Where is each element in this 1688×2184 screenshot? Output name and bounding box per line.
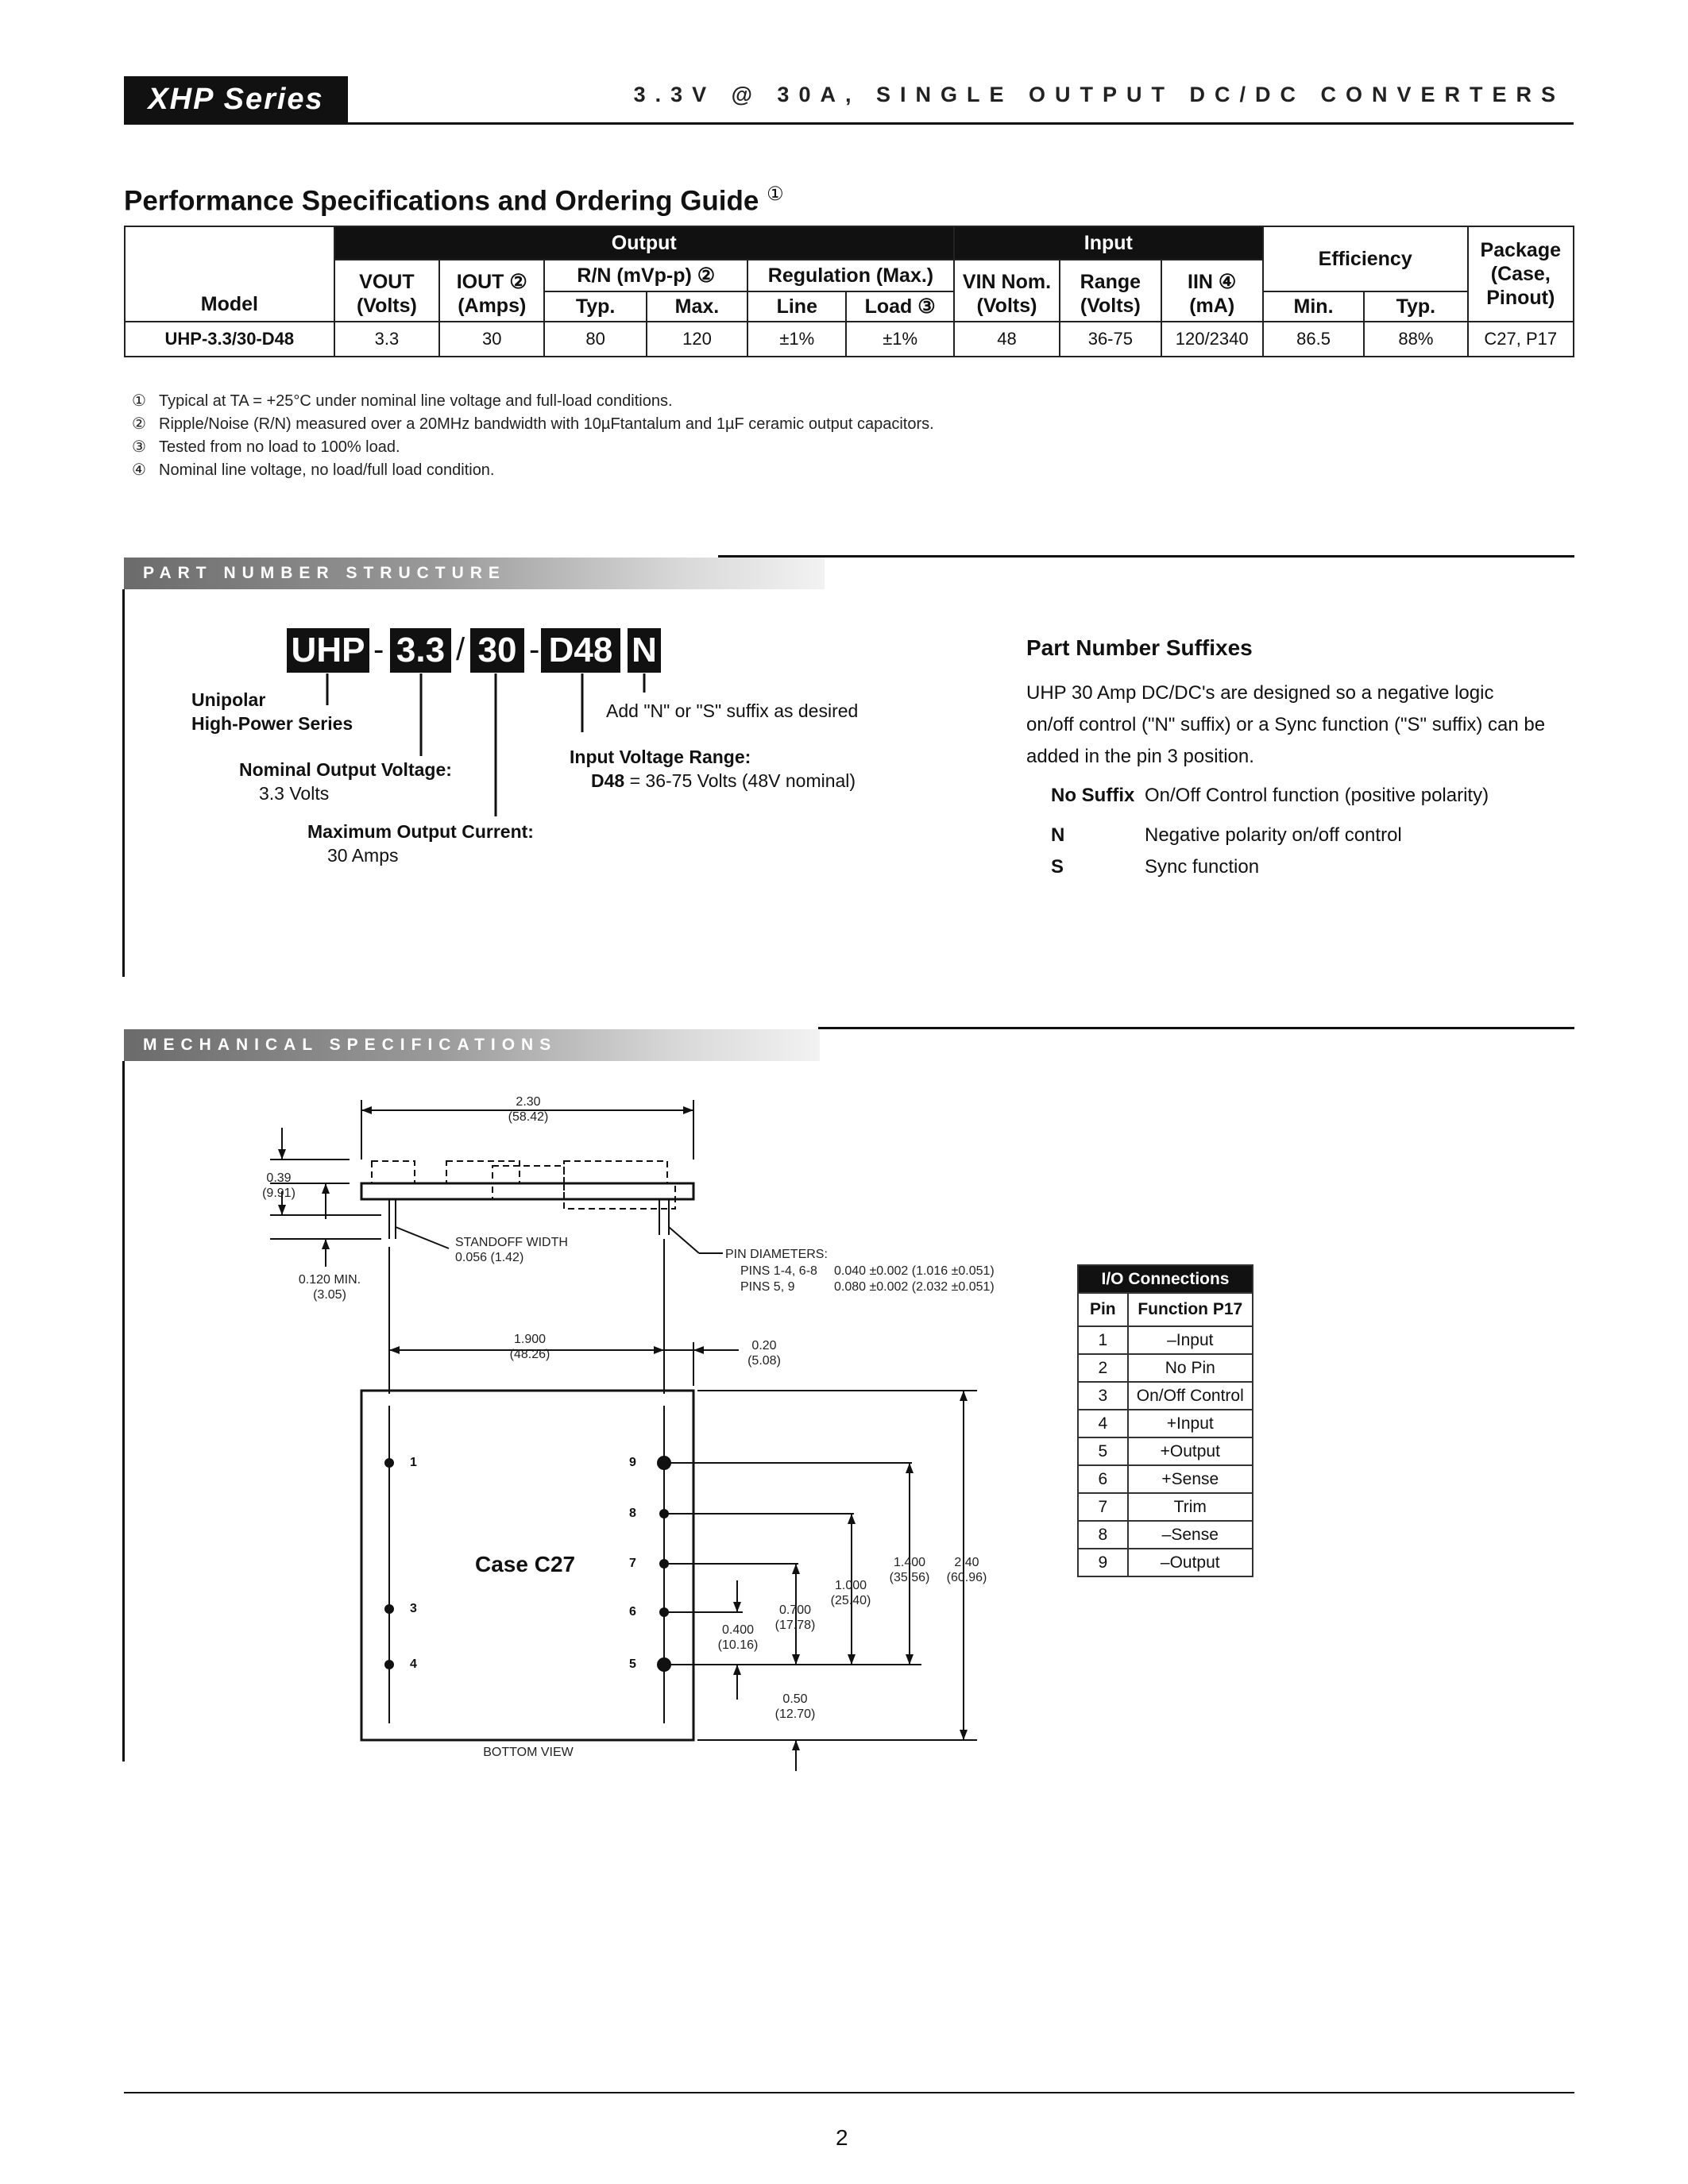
footnote-2: ② Ripple/Noise (R/N) measured over a 20MHz bandwidth with 10µFtantalum and 1µF ceramic output capacitors. <box>132 415 934 433</box>
pin-label: 6 <box>629 1605 636 1619</box>
dim-1000: 1.000 (25.40) <box>830 1579 871 1607</box>
performance-heading-text: Performance Specifications and Ordering Guide <box>124 185 759 217</box>
suffix-desc-none: On/Off Control function (positive polarity) <box>1145 785 1489 806</box>
dim-width: 2.30 (58.42) <box>508 1095 549 1124</box>
dim-pin-diameter-1-value: 0.040 ±0.002 (1.016 ±0.051) <box>834 1264 995 1278</box>
suffix-desc-s: Sync function <box>1145 856 1260 878</box>
col-model: Model <box>125 226 334 322</box>
table-row: 1 –Input <box>1078 1326 1253 1354</box>
dim-pin-span: 1.900 (48.26) <box>509 1333 550 1361</box>
col-efficiency: Efficiency <box>1263 226 1468 291</box>
label-unipolar: Unipolar <box>191 689 266 710</box>
suffix-desc-n: Negative polarity on/off control <box>1145 824 1402 846</box>
cell-vout: 3.3 <box>334 322 439 357</box>
pn-box-current: 30 <box>470 628 524 673</box>
col-vin: VIN Nom. (Volts) <box>954 260 1060 322</box>
section-part-number: PART NUMBER STRUCTURE <box>124 558 825 589</box>
cell-eff-min: 86.5 <box>1263 322 1364 357</box>
cell-line: ±1% <box>747 322 846 357</box>
cell-rn-max: 120 <box>647 322 747 357</box>
cell-model: UHP-3.3/30-D48 <box>125 322 334 357</box>
col-iin: IIN ④ (mA) <box>1161 260 1263 322</box>
cell-range: 36-75 <box>1060 322 1161 357</box>
pn-box-voltage: 3.3 <box>390 628 451 673</box>
table-row: 2 No Pin <box>1078 1354 1253 1382</box>
table-row: 3 On/Off Control <box>1078 1382 1253 1410</box>
cell-eff-typ: 88% <box>1364 322 1467 357</box>
pn-box-suffix: N <box>628 628 661 673</box>
col-rn-max: Max. <box>647 291 747 322</box>
label-nominal-voltage: Nominal Output Voltage: <box>239 759 452 780</box>
table-row: 7 Trim <box>1078 1493 1253 1521</box>
table-row: 9 –Output <box>1078 1549 1253 1576</box>
cell-package: C27, P17 <box>1468 322 1574 357</box>
page-number: 2 <box>836 2125 848 2150</box>
label-high-power: High-Power Series <box>191 713 353 734</box>
pn-box-input: D48 <box>541 628 620 673</box>
col-eff-min: Min. <box>1263 291 1364 322</box>
suffix-code-s: S <box>1051 856 1064 878</box>
io-title: I/O Connections <box>1078 1265 1253 1293</box>
footnote-3: ③ Tested from no load to 100% load. <box>132 438 400 456</box>
footer-rule <box>124 2092 1574 2093</box>
pn-sep: - <box>529 632 540 667</box>
dim-0700: 0.700 (17.78) <box>774 1603 816 1632</box>
pn-box-uhp: UHP <box>287 628 369 673</box>
header-title: 3.3V @ 30A, SINGLE OUTPUT DC/DC CONVERTERS <box>633 83 1565 106</box>
suffix-line-1: UHP 30 Amp DC/DC's are designed so a negative logic <box>1026 682 1494 704</box>
col-rn: R/N (mVp-p) ② <box>544 260 747 291</box>
cell-iout: 30 <box>439 322 544 357</box>
dim-1400: 1.400 (35.56) <box>889 1556 930 1584</box>
group-output: Output <box>334 226 954 260</box>
suffix-line-2: on/off control ("N" suffix) or a Sync function ("S" suffix) can be <box>1026 714 1546 735</box>
col-reg-load: Load ③ <box>846 291 953 322</box>
pin-label: 7 <box>629 1557 636 1570</box>
col-vout: VOUT (Volts) <box>334 260 439 322</box>
suffix-heading: Part Number Suffixes <box>1026 635 1253 660</box>
label-max-current: Maximum Output Current: <box>307 821 534 842</box>
col-regulation: Regulation (Max.) <box>747 260 954 291</box>
series-badge: XHP Series <box>124 76 348 122</box>
group-input: Input <box>954 226 1263 260</box>
suffix-code-n: N <box>1051 824 1065 846</box>
col-range: Range (Volts) <box>1060 260 1161 322</box>
io-col-pin: Pin <box>1078 1293 1128 1326</box>
cell-rn-typ: 80 <box>544 322 646 357</box>
dim-pin-diameter-1: PINS 1-4, 6-8 <box>740 1264 817 1278</box>
table-row: 6 +Sense <box>1078 1465 1253 1493</box>
table-row: 4 +Input <box>1078 1410 1253 1437</box>
pin-label: 5 <box>629 1657 636 1671</box>
table-row: 8 –Sense <box>1078 1521 1253 1549</box>
dim-edge: 0.20 (5.08) <box>747 1339 781 1368</box>
col-package: Package (Case, Pinout) <box>1468 226 1574 322</box>
dim-pin-diameter-2: PINS 5, 9 <box>740 1280 795 1294</box>
footnote-4: ④ Nominal line voltage, no load/full load condition. <box>132 461 495 479</box>
value-max-current: 30 Amps <box>327 845 399 866</box>
dim-0400: 0.400 (10.16) <box>717 1623 759 1652</box>
pin-label: 4 <box>410 1657 417 1671</box>
dim-pin-diameters: PIN DIAMETERS: <box>725 1248 828 1261</box>
suffix-line-3: added in the pin 3 position. <box>1026 746 1254 767</box>
pin-label: 3 <box>410 1602 417 1615</box>
pn-sep: - <box>373 632 384 667</box>
bottom-view-label: BOTTOM VIEW <box>483 1746 574 1759</box>
pin-label: 1 <box>410 1456 417 1469</box>
value-input-range: D48 = 36-75 Volts (48V nominal) <box>591 770 856 791</box>
col-eff-typ: Typ. <box>1364 291 1467 322</box>
case-label: Case C27 <box>475 1552 576 1576</box>
pn-sep: / <box>456 632 465 667</box>
col-iout: IOUT ② (Amps) <box>439 260 544 322</box>
cell-vin: 48 <box>954 322 1060 357</box>
performance-heading-note: ① <box>767 183 784 205</box>
suffix-code-none: No Suffix <box>1051 785 1135 806</box>
dim-pin-length: 0.120 MIN. (3.05) <box>298 1273 361 1302</box>
table-row: 5 +Output <box>1078 1437 1253 1465</box>
footnote-1: ① Typical at TA = +25°C under nominal line voltage and full-load conditions. <box>132 392 673 410</box>
pin-label: 9 <box>629 1456 636 1469</box>
io-col-function: Function P17 <box>1128 1293 1253 1326</box>
col-rn-typ: Typ. <box>544 291 646 322</box>
dim-pin-diameter-2-value: 0.080 ±0.002 (2.032 ±0.051) <box>834 1280 995 1294</box>
label-suffix-add: Add "N" or "S" suffix as desired <box>606 700 859 721</box>
label-input-range: Input Voltage Range: <box>570 747 751 767</box>
dim-standoff: STANDOFF WIDTH 0.056 (1.42) <box>455 1236 568 1264</box>
dim-240: 2.40 (60.96) <box>946 1556 987 1584</box>
pin-label: 8 <box>629 1507 636 1520</box>
value-nominal-voltage: 3.3 Volts <box>259 783 330 804</box>
cell-load: ±1% <box>846 322 953 357</box>
cell-iin: 120/2340 <box>1161 322 1263 357</box>
dim-height: 0.39 (9.91) <box>262 1171 295 1200</box>
section-mechanical: MECHANICAL SPECIFICATIONS <box>124 1029 820 1061</box>
io-connections-table <box>1077 1264 1253 1577</box>
col-reg-line: Line <box>747 291 846 322</box>
dim-050: 0.50 (12.70) <box>774 1692 816 1721</box>
